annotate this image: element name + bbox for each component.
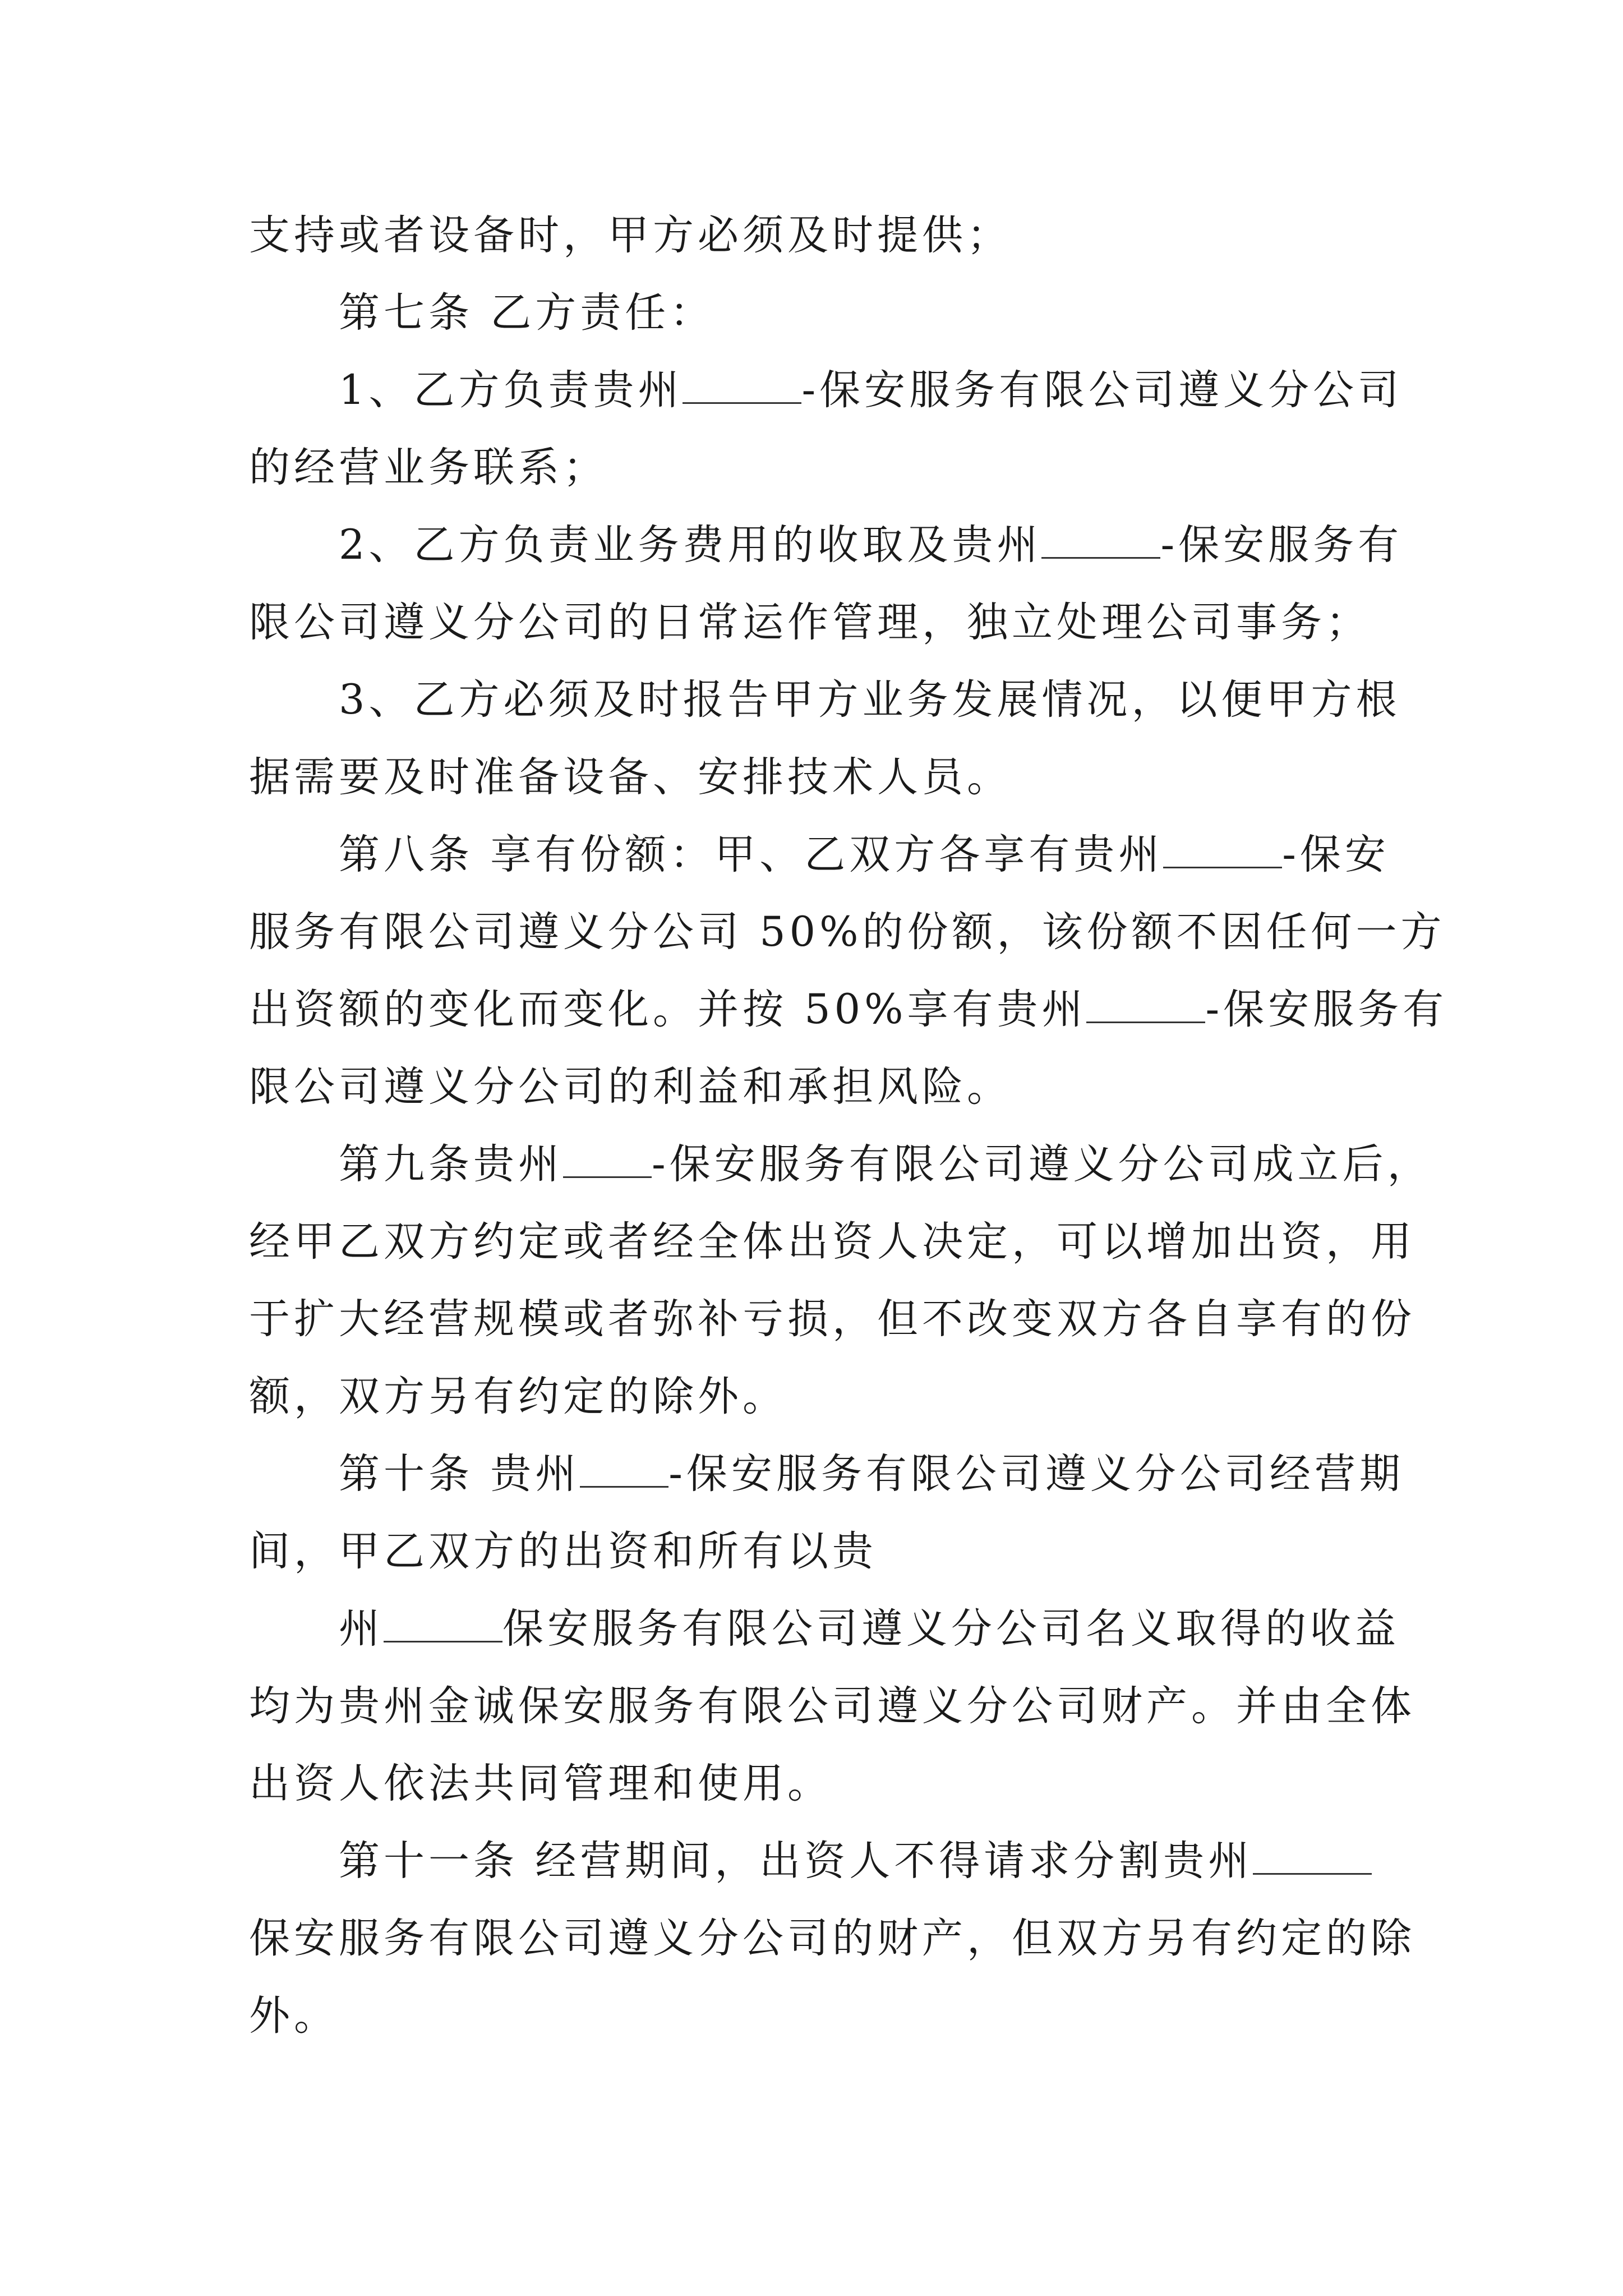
text-segment: 保安服务有限公司遵义分公司名义取得的收益 [502,1605,1400,1653]
text-segment: -保安服务有限公司遵义分公司经营期 [668,1450,1404,1498]
blank-underline [384,1606,502,1642]
text-line [249,1678,1415,1734]
text-segment: -保安服务有 [1205,986,1448,1033]
text-line [249,1524,877,1580]
blank-underline [1163,832,1282,868]
text-segment: 的经营业务联系； [249,444,608,491]
text-segment: 第七条 乙方责任： [339,289,715,337]
text-segment: -保安 [1282,831,1390,878]
article-9-heading [339,1137,1432,1193]
text-segment: 出资人依法共同管理和使用。 [249,1760,832,1807]
text-line [249,749,1012,806]
blank-underline [1041,522,1160,559]
blank-underline [1253,1838,1372,1875]
text-line [249,1369,787,1425]
text-segment: 出资额的变化而变化。并按 50%享有贵州 [249,986,1087,1033]
text-segment: 第九条贵州 [339,1140,563,1188]
article-10-heading [339,1446,1404,1502]
blank-underline [580,1451,668,1488]
blank-underline [1086,987,1205,1023]
text-segment: 1、乙方负责贵州 [339,366,683,414]
text-segment: 限公司遵义分公司的日常运作管理，独立处理公司事务； [249,599,1371,646]
text-segment: 外。 [249,1992,339,2040]
text-line [249,208,1012,264]
text-segment: 3、乙方必须及时报告甲方业务发展情况，以便甲方根 [339,676,1401,724]
text-segment: 州 [339,1605,384,1653]
text-line [339,517,1403,573]
text-segment: 经甲乙双方约定或者经全体出资人决定，可以增加出资，用 [249,1218,1415,1266]
text-line [249,595,1371,651]
article-7-heading [339,285,714,341]
text-segment: 限公司遵义分公司的利益和承担风险。 [249,1063,1012,1111]
text-segment: -保安服务有限公司遵义分公司 [801,366,1403,414]
text-segment: -保安服务有 [1160,521,1403,569]
text-line [339,362,1403,418]
text-line [249,1059,1012,1115]
text-line [249,1214,1415,1270]
text-line [249,982,1447,1038]
blank-underline [563,1142,652,1178]
text-segment: -保安服务有限公司遵义分公司成立后， [652,1140,1432,1188]
article-11-heading [339,1833,1372,1889]
blank-underline [683,367,801,404]
text-line [249,1988,339,2044]
text-segment: 第十条 贵州 [339,1450,580,1498]
text-segment: 服务有限公司遵义分公司 50%的份额，该份额不因任何一方 [249,908,1446,956]
text-segment: 据需要及时准备设备、安排技术人员。 [249,753,1012,801]
text-segment: 保安服务有限公司遵义分公司的财产，但双方另有约定的除 [249,1915,1415,1962]
article-8-heading [339,827,1390,883]
text-segment: 支持或者设备时，甲方必须及时提供； [249,211,1012,259]
text-line [249,1291,1415,1347]
text-segment: 均为贵州金诚保安服务有限公司遵义分公司财产。并由全体 [249,1682,1415,1730]
text-segment: 间，甲乙双方的出资和所有以贵 [249,1527,877,1575]
text-segment: 于扩大经营规模或者弥补亏损，但不改变双方各自享有的份 [249,1295,1415,1343]
text-line [249,1756,832,1812]
text-line [339,672,1400,728]
text-line [249,1911,1415,1967]
text-line [249,904,1445,960]
text-line [339,1601,1400,1657]
text-segment: 第十一条 经营期间，出资人不得请求分割贵州 [339,1837,1253,1885]
text-line [249,440,608,496]
text-segment: 2、乙方负责业务费用的收取及贵州 [339,521,1042,569]
text-segment: 额，双方另有约定的除外。 [249,1373,787,1420]
text-segment: 第八条 享有份额：甲、乙双方各享有贵州 [339,831,1164,878]
